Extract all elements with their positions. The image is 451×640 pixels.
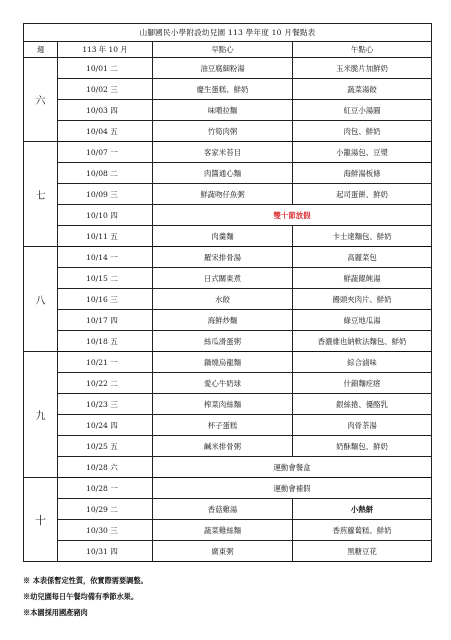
morning-snack-cell: 慶生蛋糕、鮮奶 [153, 79, 293, 100]
date-cell: 10/28 一 [58, 478, 153, 499]
morning-snack-cell: 竹筍肉粥 [153, 121, 293, 142]
table-row [24, 436, 432, 457]
header-morning-snack: 早點心 [153, 42, 293, 58]
morning-snack-cell: 香菇雞湯 [153, 499, 293, 520]
table-row [24, 310, 432, 331]
table-row [24, 226, 432, 247]
table-row [24, 457, 432, 478]
table-row [24, 247, 432, 268]
morning-snack-cell: 水餃 [153, 289, 293, 310]
week-label: 九 [24, 352, 58, 478]
week-label: 六 [24, 58, 58, 142]
afternoon-snack-cell: 銀絲捲、優酪乳 [293, 394, 432, 415]
date-cell: 10/31 四 [58, 541, 153, 562]
note-line: ※幼兒園每日午餐均備有季節水果。 [23, 592, 139, 601]
date-cell: 10/22 二 [58, 373, 153, 394]
morning-snack-cell: 肉羹麵 [153, 226, 293, 247]
morning-snack-cell: 肉醬通心麵 [153, 163, 293, 184]
date-cell: 10/11 五 [58, 226, 153, 247]
afternoon-snack-cell: 香煎蘿蔔糕、鮮奶 [293, 520, 432, 541]
page-title: 山腳國民小學附設幼兒園 113 學年度 10 月餐點表 [24, 24, 432, 42]
morning-snack-cell: 日式關東煮 [153, 268, 293, 289]
table-row [24, 331, 432, 352]
table-row [24, 163, 432, 184]
table-row [24, 268, 432, 289]
afternoon-snack-cell: 肉包、鮮奶 [293, 121, 432, 142]
morning-snack-cell: 味噌拉麵 [153, 100, 293, 121]
table-row [24, 79, 432, 100]
event-cell: 運動會補假 [153, 478, 432, 499]
date-cell: 10/01 二 [58, 58, 153, 79]
afternoon-snack-cell: 肉骨茶湯 [293, 415, 432, 436]
morning-snack-cell: 蔬菜雞絲麵 [153, 520, 293, 541]
morning-snack-cell: 愛心牛奶球 [153, 373, 293, 394]
note-line: ※本園採用國產豬肉 [23, 608, 88, 617]
afternoon-snack-cell: 起司蛋餅、鮮奶 [293, 184, 432, 205]
afternoon-snack-cell: 奶酥麵包、鮮奶 [293, 436, 432, 457]
table-row [24, 352, 432, 373]
date-cell: 10/02 三 [58, 79, 153, 100]
event-cell: 運動會餐盒 [153, 457, 432, 478]
afternoon-snack-cell: 小熱餅 [293, 499, 432, 520]
table-row [24, 520, 432, 541]
date-cell: 10/18 五 [58, 331, 153, 352]
table-row [24, 289, 432, 310]
table-row [24, 121, 432, 142]
morning-snack-cell: 羅宋排骨湯 [153, 247, 293, 268]
header-month: 113 年 10 月 [58, 42, 153, 58]
afternoon-snack-cell: 香濃維也納軟法麵包、鮮奶 [293, 331, 432, 352]
morning-snack-cell: 鹹米排骨粥 [153, 436, 293, 457]
notes [23, 573, 148, 621]
date-cell: 10/14 一 [58, 247, 153, 268]
date-cell: 10/21 一 [58, 352, 153, 373]
afternoon-snack-cell: 饅頭夾肉片、鮮奶 [293, 289, 432, 310]
morning-snack-cell: 油豆腐細粉湯 [153, 58, 293, 79]
afternoon-snack-cell: 綠豆地瓜湯 [293, 310, 432, 331]
date-cell: 10/09 三 [58, 184, 153, 205]
afternoon-snack-cell: 小籠湯包、豆漿 [293, 142, 432, 163]
table-row [24, 541, 432, 562]
afternoon-snack-cell: 蔬菜湯餃 [293, 79, 432, 100]
holiday-cell: 雙十節放假 [153, 205, 432, 226]
note-line: ※ 本表係暫定性質，依實際需要調整。 [23, 576, 148, 585]
date-cell: 10/28 六 [58, 457, 153, 478]
morning-snack-cell: 鮮蔬吻仔魚粥 [153, 184, 293, 205]
date-cell: 10/29 二 [58, 499, 153, 520]
table-row [24, 373, 432, 394]
date-cell: 10/30 三 [58, 520, 153, 541]
menu-table-body [24, 24, 432, 562]
table-row [24, 100, 432, 121]
date-cell: 10/07 一 [58, 142, 153, 163]
week-label: 七 [24, 142, 58, 247]
morning-snack-cell: 廣東粥 [153, 541, 293, 562]
date-cell: 10/16 三 [58, 289, 153, 310]
table-row [24, 184, 432, 205]
afternoon-snack-cell: 黑糖豆花 [293, 541, 432, 562]
date-cell: 10/04 五 [58, 121, 153, 142]
morning-snack-cell: 杯子蛋糕 [153, 415, 293, 436]
table-row [24, 499, 432, 520]
date-cell: 10/10 四 [58, 205, 153, 226]
morning-snack-cell: 鍋燒烏龍麵 [153, 352, 293, 373]
date-cell: 10/03 四 [58, 100, 153, 121]
table-row [24, 394, 432, 415]
afternoon-snack-cell: 綜合滷味 [293, 352, 432, 373]
morning-snack-cell: 榨菜肉絲麵 [153, 394, 293, 415]
date-cell: 10/24 四 [58, 415, 153, 436]
date-cell: 10/23 三 [58, 394, 153, 415]
table-row [24, 205, 432, 226]
morning-snack-cell: 客家米苔目 [153, 142, 293, 163]
table-row [24, 142, 432, 163]
afternoon-snack-cell: 紅豆小湯圓 [293, 100, 432, 121]
menu-table [23, 23, 432, 562]
table-row [24, 478, 432, 499]
date-cell: 10/17 四 [58, 310, 153, 331]
header-week: 週 [24, 42, 58, 58]
afternoon-snack-cell: 卡士達麵包、鮮奶 [293, 226, 432, 247]
morning-snack-cell: 絲瓜滑蛋粥 [153, 331, 293, 352]
afternoon-snack-cell: 玉米脆片加鮮奶 [293, 58, 432, 79]
afternoon-snack-cell: 高麗菜包 [293, 247, 432, 268]
header-afternoon-snack: 午點心 [293, 42, 432, 58]
date-cell: 10/08 二 [58, 163, 153, 184]
menu-sheet [23, 23, 431, 562]
morning-snack-cell: 海鮮炒麵 [153, 310, 293, 331]
week-label: 十 [24, 478, 58, 562]
table-row [24, 415, 432, 436]
table-row [24, 58, 432, 79]
date-cell: 10/15 二 [58, 268, 153, 289]
week-label: 八 [24, 247, 58, 352]
afternoon-snack-cell: 什錦麵疙瘩 [293, 373, 432, 394]
afternoon-snack-cell: 鮮蔬餛飩湯 [293, 268, 432, 289]
date-cell: 10/25 五 [58, 436, 153, 457]
afternoon-snack-cell: 海鮮湯板條 [293, 163, 432, 184]
